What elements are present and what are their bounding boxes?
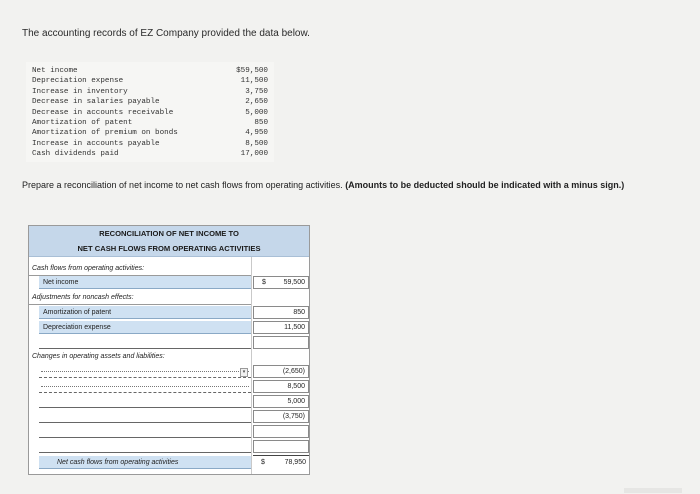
data-row <box>32 108 268 118</box>
data-label: Depreciation expense <box>32 77 124 86</box>
table-row <box>29 276 309 290</box>
data-row <box>32 128 268 138</box>
data-row <box>32 76 268 86</box>
table-row <box>29 440 309 454</box>
depreciation-value: 11,500 <box>284 324 305 331</box>
intro-text: The accounting records of EZ Company provided the data below. <box>22 28 310 39</box>
table-row <box>29 456 309 470</box>
data-row <box>32 149 268 159</box>
data-value: 2,650 <box>245 98 268 107</box>
change-value-input[interactable] <box>253 365 309 378</box>
table-row <box>29 395 309 409</box>
change-value-input[interactable] <box>253 425 309 438</box>
data-value: 8,500 <box>245 139 268 148</box>
data-row <box>32 139 268 149</box>
change-value-input[interactable] <box>253 440 309 453</box>
data-label: Amortization of patent <box>32 119 133 127</box>
table-row <box>29 365 309 379</box>
amortization-value: 850 <box>293 309 305 316</box>
data-row <box>32 66 268 76</box>
currency-symbol: $ <box>262 279 266 286</box>
data-label: Increase in inventory <box>32 87 128 96</box>
table-row <box>29 350 309 364</box>
change-select[interactable] <box>39 410 251 423</box>
change-value-input[interactable] <box>253 410 309 423</box>
change-value: (2,650) <box>282 368 305 375</box>
instructions-note: (Amounts to be deducted should be indicated with a minus sign.) <box>345 180 625 190</box>
net-cash-label: Net cash flows from operating activities <box>57 459 179 466</box>
net-income-value: 59,500 <box>283 279 305 286</box>
table-row <box>29 410 309 424</box>
change-value: (3,750) <box>282 413 305 420</box>
chevron-down-icon[interactable]: ▾ <box>240 368 248 377</box>
cash-flows-label: Cash flows from operating activities: <box>32 265 145 272</box>
depreciation-label: Depreciation expense <box>43 324 111 331</box>
table-row <box>29 380 309 394</box>
net-income-value-input[interactable] <box>253 276 309 289</box>
changes-label: Changes in operating assets and liabilities: <box>32 353 165 360</box>
data-value: 850 <box>254 119 268 127</box>
data-value: 5,000 <box>245 108 268 117</box>
amortization-value-input[interactable] <box>253 306 309 319</box>
table-header <box>29 226 309 242</box>
data-label: Increase in accounts payable <box>32 139 160 148</box>
change-value-input[interactable] <box>253 380 309 393</box>
blank-value-input[interactable] <box>253 336 309 349</box>
table-title-line1: RECONCILIATION OF NET INCOME TO <box>99 229 239 238</box>
change-select[interactable] <box>39 440 251 453</box>
net-cash-value-input[interactable] <box>253 456 309 470</box>
adjustments-label: Adjustments for noncash effects: <box>32 294 134 301</box>
scrollbar-hint <box>624 488 682 493</box>
data-value: 4,950 <box>245 129 268 138</box>
table-row <box>29 262 309 276</box>
instructions <box>22 179 672 191</box>
data-row <box>32 87 268 97</box>
data-value: 17,000 <box>240 150 268 159</box>
table-row <box>29 306 309 320</box>
data-table <box>26 62 274 162</box>
data-label: Net income <box>32 67 78 75</box>
data-label: Decrease in accounts receivable <box>32 108 174 117</box>
depreciation-value-input[interactable] <box>253 321 309 334</box>
change-value-input[interactable] <box>253 395 309 408</box>
data-label: Cash dividends paid <box>32 150 119 159</box>
data-label: Amortization of premium on bonds <box>32 129 178 138</box>
data-row <box>32 118 268 128</box>
data-label: Decrease in salaries payable <box>32 98 160 107</box>
data-value: 11,500 <box>240 77 268 86</box>
change-select[interactable] <box>39 425 251 438</box>
change-value: 5,000 <box>287 398 305 405</box>
table-row <box>29 425 309 439</box>
change-select[interactable] <box>39 365 251 378</box>
data-value: 3,750 <box>245 87 268 96</box>
amortization-label: Amortization of patent <box>43 309 112 316</box>
instructions-text: Prepare a reconciliation of net income to net cash flows from operating activities. <box>22 180 343 190</box>
net-income-label: Net income <box>43 279 79 286</box>
table-row <box>29 291 309 305</box>
data-value: $59,500 <box>236 67 268 75</box>
currency-symbol: $ <box>261 459 265 466</box>
table-title-line2: NET CASH FLOWS FROM OPERATING ACTIVITIES <box>77 244 261 253</box>
change-select[interactable] <box>39 380 251 393</box>
change-value: 8,500 <box>287 383 305 390</box>
change-select[interactable] <box>39 395 251 408</box>
data-row <box>32 97 268 107</box>
table-header <box>29 241 309 257</box>
table-row <box>29 336 309 350</box>
table-row <box>29 321 309 335</box>
reconciliation-table <box>28 225 310 475</box>
net-cash-value: 78,950 <box>284 459 306 466</box>
blank-input[interactable] <box>39 336 251 349</box>
